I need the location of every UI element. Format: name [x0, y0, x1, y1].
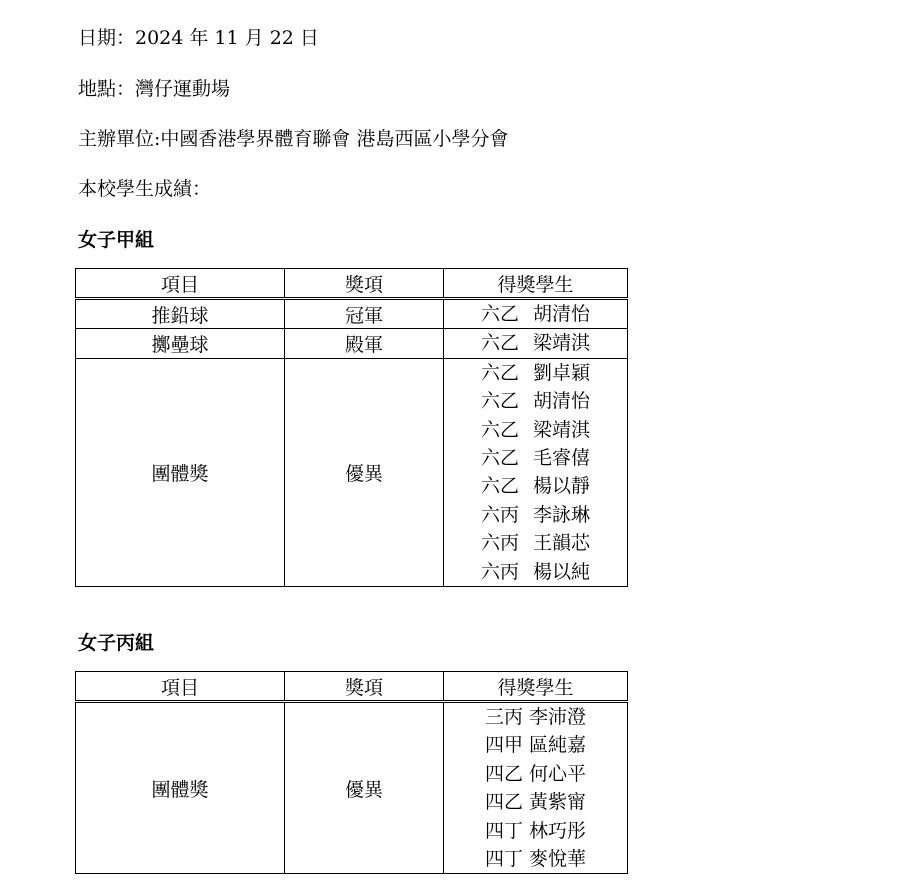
student-name: 麥悅華 — [529, 847, 587, 870]
student-class: 四乙 — [484, 791, 523, 814]
table-row — [76, 358, 628, 586]
header-students: 得獎學生 — [444, 269, 628, 299]
students-cell — [444, 299, 628, 329]
student-name: 黃紫甯 — [529, 791, 587, 814]
student-name: 王韻芯 — [533, 532, 591, 555]
student-name: 毛睿僖 — [533, 446, 591, 469]
student-class: 三丙 — [484, 706, 523, 728]
student-entry — [481, 558, 590, 586]
student-entry — [481, 472, 590, 500]
student-class: 六乙 — [480, 303, 519, 325]
student-entry — [481, 529, 590, 557]
student-entry — [481, 387, 590, 415]
student-name: 劉卓穎 — [533, 361, 591, 384]
student-name: 梁靖淇 — [533, 332, 591, 355]
award-cell: 優異 — [285, 358, 444, 586]
date-line: 日期：2024 年 11 月 22 日 — [78, 27, 319, 49]
table-header-row — [76, 672, 628, 702]
table-row — [76, 702, 628, 874]
header-students: 得獎學生 — [444, 672, 628, 702]
header-event: 項目 — [76, 672, 285, 702]
student-name: 梁靖淇 — [533, 418, 591, 441]
student-class: 六乙 — [480, 446, 519, 469]
table-row — [76, 299, 628, 329]
students-cell — [444, 358, 628, 586]
student-name: 楊以純 — [533, 560, 591, 583]
student-entry — [481, 416, 590, 444]
student-class: 四丁 — [484, 819, 523, 842]
results-intro: 本校學生成績： — [78, 178, 212, 200]
student-class: 四乙 — [484, 762, 523, 785]
student-entry — [485, 760, 586, 788]
header-award: 獎項 — [285, 269, 444, 299]
student-class: 六乙 — [480, 361, 519, 384]
student-class: 六乙 — [480, 475, 519, 498]
table-row — [76, 329, 628, 358]
group-title-girls-c: 女子丙組 — [78, 632, 155, 654]
student-name: 李詠琳 — [533, 503, 591, 526]
student-class: 六丙 — [480, 503, 519, 526]
student-class: 六乙 — [480, 332, 519, 355]
student-name: 胡清怡 — [533, 390, 591, 413]
header-award: 獎項 — [285, 672, 444, 702]
student-entry — [485, 845, 586, 873]
students-cell — [444, 702, 628, 874]
students-cell — [444, 329, 628, 358]
student-class: 六丙 — [480, 560, 519, 583]
student-entry — [485, 731, 586, 759]
results-table-girls-c — [75, 671, 628, 874]
table-header-row — [76, 269, 628, 299]
student-entry — [485, 703, 586, 731]
header-event: 項目 — [76, 269, 285, 299]
student-name: 李沛澄 — [529, 706, 587, 728]
student-entry — [485, 788, 586, 816]
group-title-girls-a: 女子甲組 — [78, 229, 155, 251]
venue-line: 地點：灣仔運動場 — [78, 78, 231, 100]
student-entry — [481, 501, 590, 529]
event-cell: 推鉛球 — [76, 299, 285, 329]
student-class: 四甲 — [484, 734, 523, 757]
student-entry — [481, 444, 590, 472]
student-name: 楊以靜 — [533, 475, 591, 498]
student-name: 林巧彤 — [529, 819, 587, 842]
student-class: 六乙 — [480, 418, 519, 441]
student-entry — [485, 817, 586, 845]
student-entry — [444, 300, 627, 328]
award-cell: 優異 — [285, 702, 444, 874]
organizer-line: 主辦單位:中國香港學界體育聯會 港島西區小學分會 — [78, 128, 509, 150]
student-entry — [444, 329, 627, 357]
student-entry — [481, 359, 590, 387]
results-table-girls-a — [75, 268, 628, 587]
student-class: 四丁 — [484, 847, 523, 870]
student-name: 胡清怡 — [533, 303, 591, 325]
event-cell: 團體獎 — [76, 702, 285, 874]
event-cell: 擲壘球 — [76, 329, 285, 358]
award-cell: 冠軍 — [285, 299, 444, 329]
student-name: 何心平 — [529, 762, 587, 785]
student-class: 六乙 — [480, 390, 519, 413]
event-cell: 團體獎 — [76, 358, 285, 586]
award-cell: 殿軍 — [285, 329, 444, 358]
student-class: 六丙 — [480, 532, 519, 555]
student-name: 區純嘉 — [529, 734, 587, 757]
